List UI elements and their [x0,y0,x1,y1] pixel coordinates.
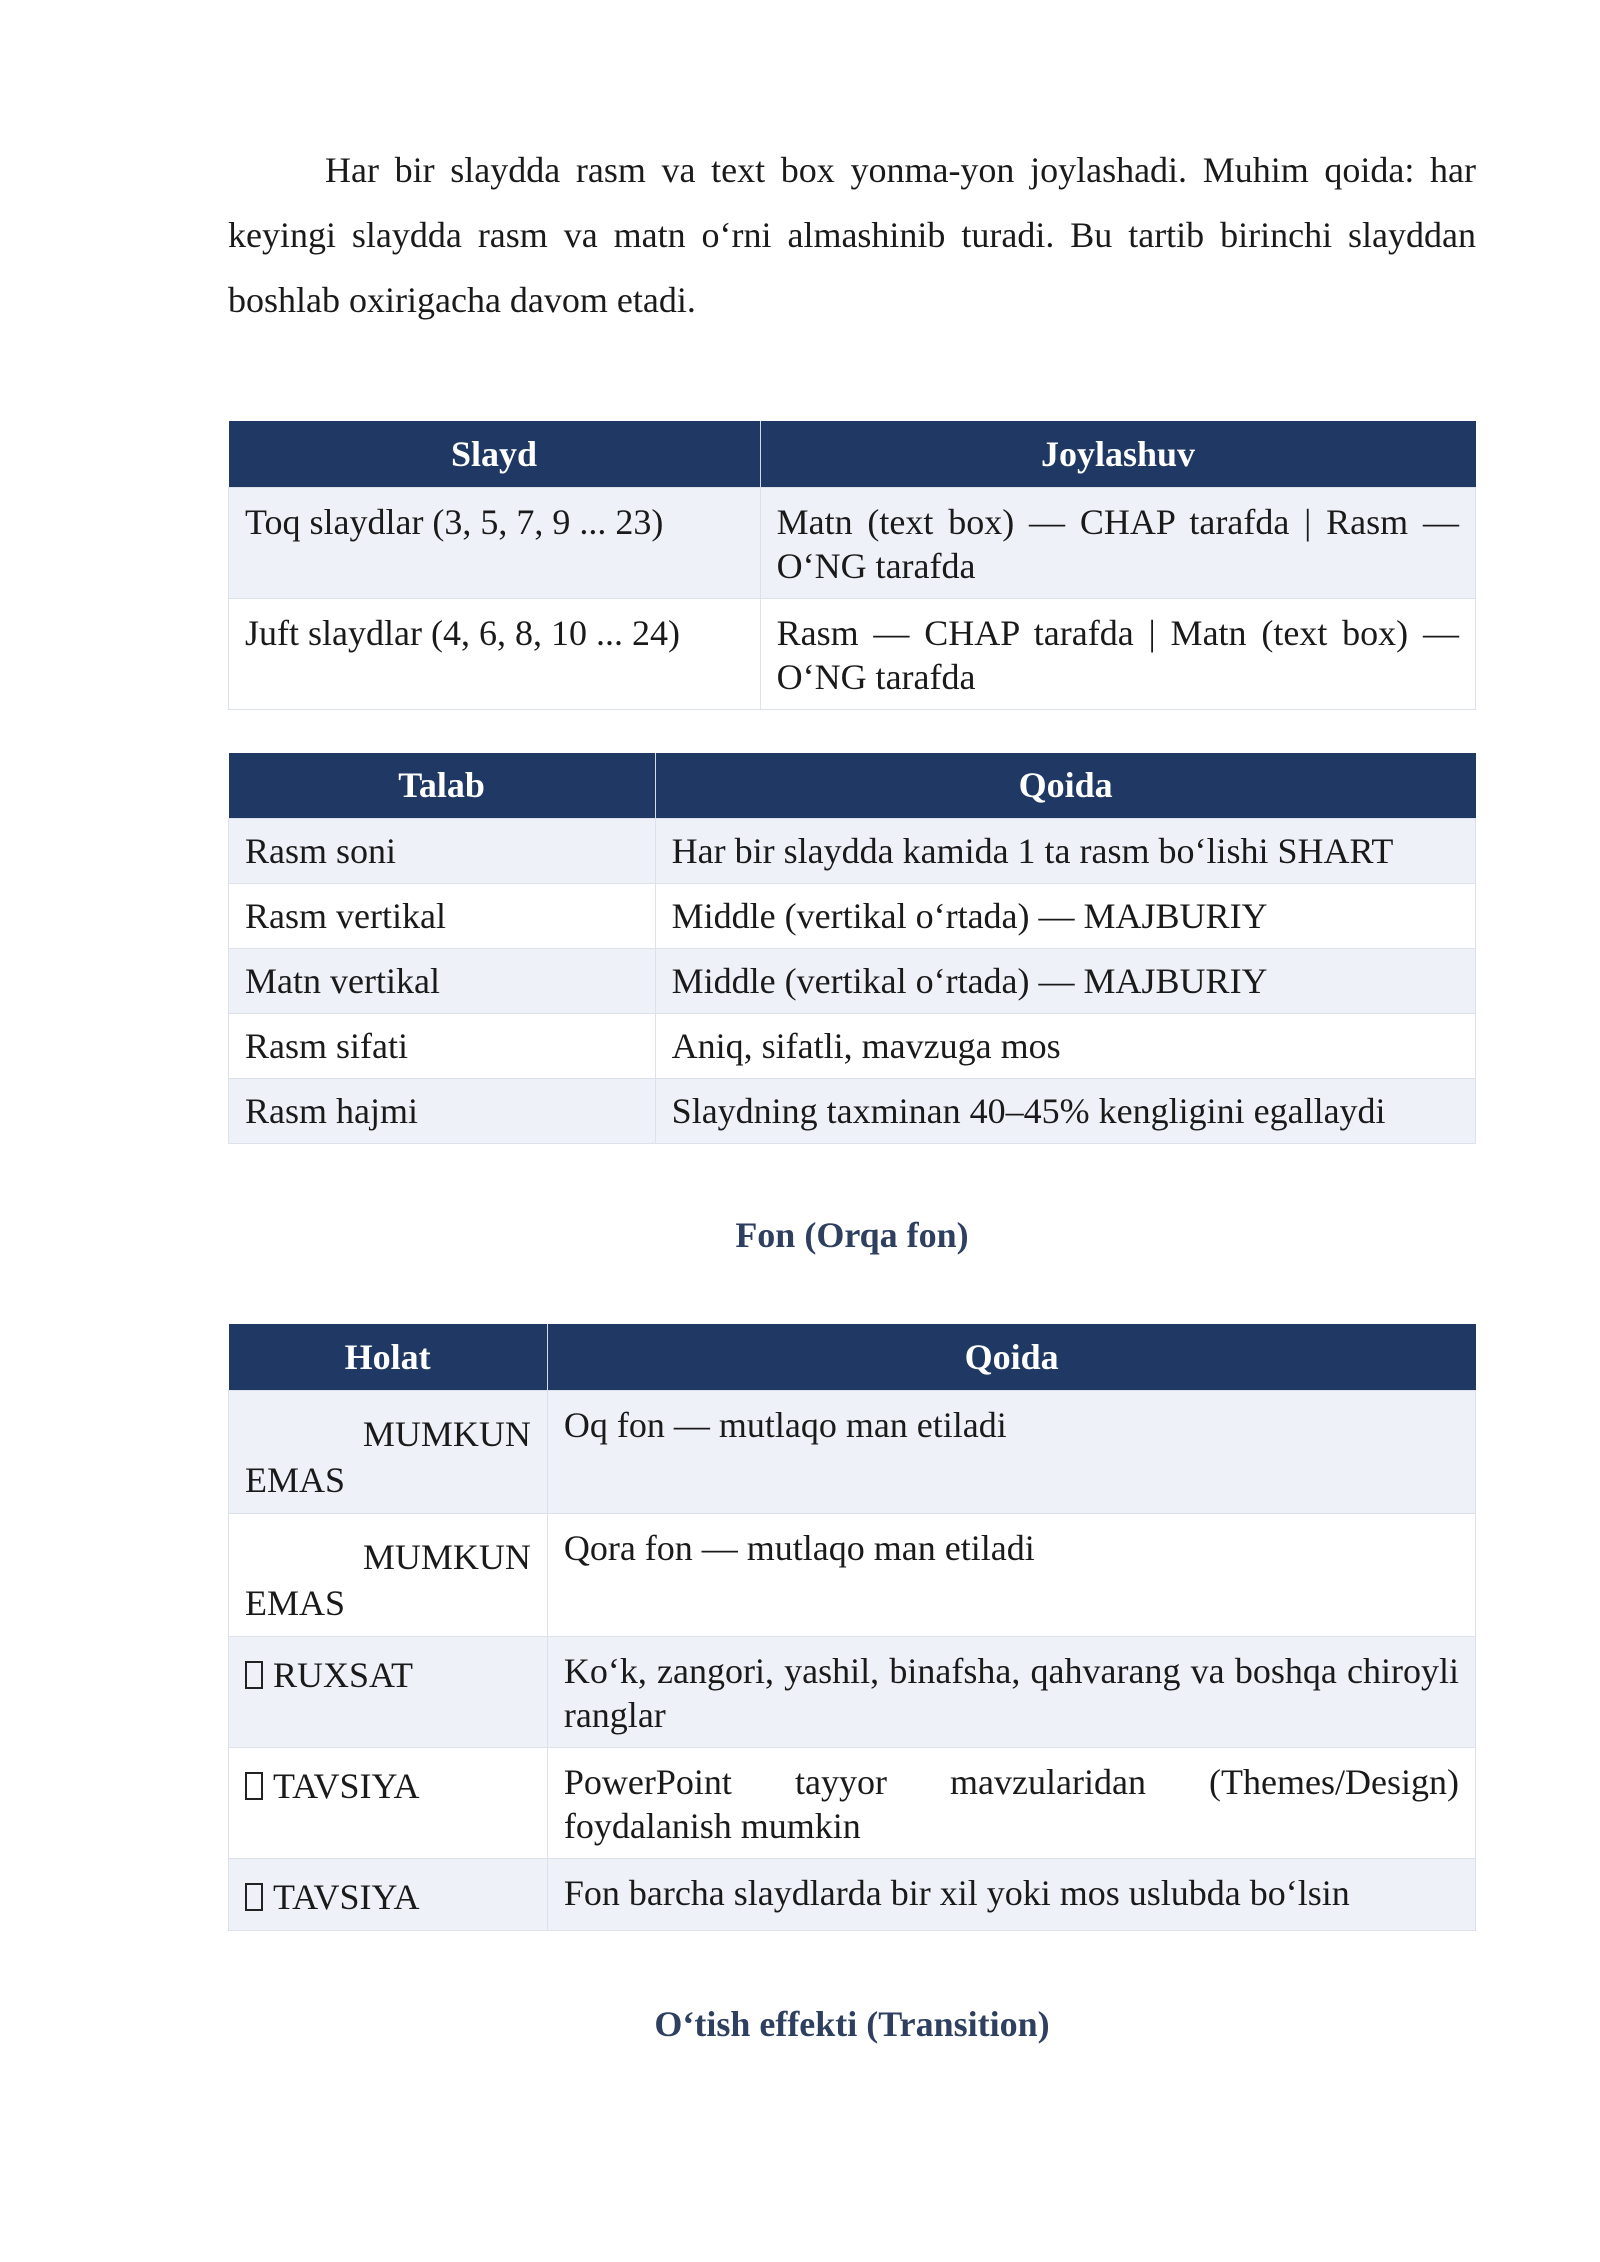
status-cell [229,1747,548,1858]
table-cell: Middle (vertikal o‘rtada) — MAJBURIY [655,949,1475,1014]
table-row [229,1747,1476,1858]
table-cell: Qora fon — mutlaqo man etiladi [547,1513,1475,1636]
table-row [229,598,1476,709]
table-cell: Slaydning taxminan 40–45% kengligini egallaydi [655,1079,1475,1144]
header-cell: Qoida [547,1324,1475,1390]
table-cell: PowerPoint tayyor mavzularidan (Themes/Design) foydalanish mumkin [547,1747,1475,1858]
status-text: RUXSAT [273,1654,414,1695]
table-cell: Har bir slaydda kamida 1 ta rasm bo‘lishi SHART [655,819,1475,884]
table-row [229,1513,1476,1636]
table-cell: Rasm — CHAP tarafda | Matn (text box) — O‘NG tarafda [760,598,1475,709]
table-cell: Juft slaydlar (4, 6, 8, 10 ... 24) [229,598,761,709]
document-page [228,138,1476,2045]
table-cell: Rasm soni [229,819,656,884]
table-row [229,1079,1476,1144]
table-header-row [229,421,1476,487]
missing-glyph-icon [245,1661,263,1689]
table-cell: Aniq, sifatli, mavzuga mos [655,1014,1475,1079]
section-heading-fon: Fon (Orqa fon) [735,1215,969,1255]
table-header-row [229,753,1476,819]
table-cell: Ko‘k, zangori, yashil, binafsha, qahvarang va boshqa chiroyli ranglar [547,1636,1475,1747]
table-row [229,819,1476,884]
table-row [229,1390,1476,1513]
table-row [229,884,1476,949]
header-cell: Slayd [229,421,761,487]
table-cell: Rasm hajmi [229,1079,656,1144]
intro-paragraph: Har bir slaydda rasm va text box yonma-yon joylashadi. Muhim qoida: har keyingi slaydda rasm va matn o‘rni almashinib turadi. Bu tartib birinchi slayddan boshlab oxirigacha davom etadi. [228,150,1476,320]
table-row [229,487,1476,598]
table-cell: Matn (text box) — CHAP tarafda | Rasm — O‘NG tarafda [760,487,1475,598]
table-row [229,1636,1476,1747]
header-cell: Talab [229,753,656,819]
table-row [229,1014,1476,1079]
status-cell [229,1390,548,1513]
status-text: EMAS [245,1459,346,1500]
table-cell: Matn vertikal [229,949,656,1014]
table-cell: Fon barcha slaydlarda bir xil yoki mos uslubda bo‘lsin [547,1858,1475,1930]
table-row [229,1858,1476,1930]
section-heading-transition: O‘tish effekti (Transition) [654,2003,1050,2044]
status-text: MUMKUN [362,1413,531,1454]
table-header-row [229,1324,1476,1390]
table-cell: Rasm sifati [229,1014,656,1079]
table-cell: Oq fon — mutlaqo man etiladi [547,1390,1475,1513]
missing-glyph-icon [245,1772,263,1800]
status-text: TAVSIYA [273,1765,420,1806]
header-cell: Holat [229,1324,548,1390]
background-table [228,1324,1476,1931]
table-cell: Toq slaydlar (3, 5, 7, 9 ... 23) [229,487,761,598]
status-text: MUMKUN [362,1536,531,1577]
header-cell: Qoida [655,753,1475,819]
missing-glyph-icon [245,1883,263,1911]
table-cell: Middle (vertikal o‘rtada) — MAJBURIY [655,884,1475,949]
header-cell: Joylashuv [760,421,1475,487]
requirements-table [228,753,1476,1145]
table-cell: Rasm vertikal [229,884,656,949]
table-row [229,949,1476,1014]
status-cell [229,1636,548,1747]
status-cell [229,1858,548,1930]
status-cell [229,1513,548,1636]
layout-table [228,421,1476,710]
status-text: TAVSIYA [273,1876,420,1917]
status-text: EMAS [245,1582,346,1623]
